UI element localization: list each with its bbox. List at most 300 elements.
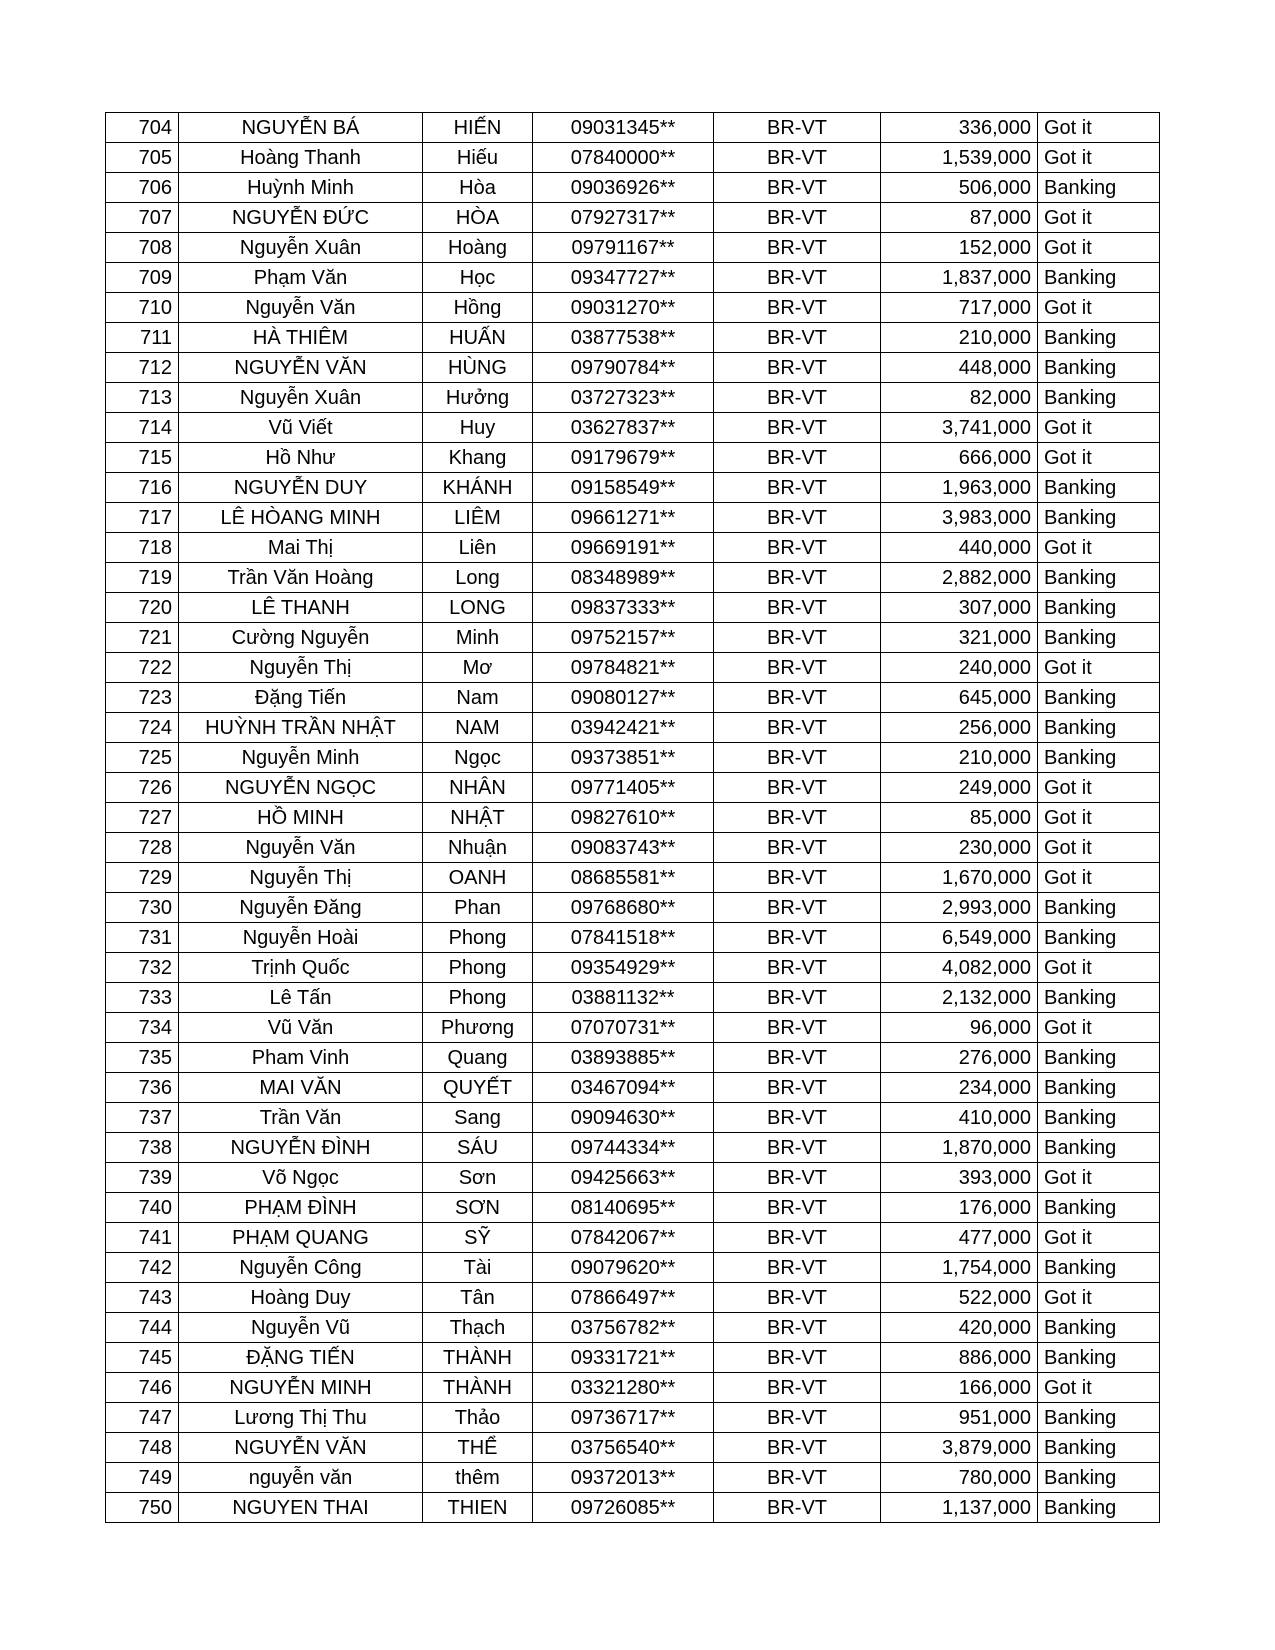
row-number-cell: 735 bbox=[106, 1043, 179, 1073]
row-number-cell: 748 bbox=[106, 1433, 179, 1463]
row-number-cell: 719 bbox=[106, 563, 179, 593]
table-row bbox=[106, 1073, 1160, 1103]
last-middle-name-cell: NGUYỄN MINH bbox=[179, 1373, 423, 1403]
row-number-cell: 740 bbox=[106, 1193, 179, 1223]
phone-cell: 09784821** bbox=[533, 653, 714, 683]
phone-cell: 09425663** bbox=[533, 1163, 714, 1193]
amount-cell: 1,670,000 bbox=[881, 863, 1038, 893]
first-name-cell: Tài bbox=[423, 1253, 533, 1283]
first-name-cell: THIEN bbox=[423, 1493, 533, 1523]
phone-cell: 09791167** bbox=[533, 233, 714, 263]
table-row bbox=[106, 1043, 1160, 1073]
status-cell: Banking bbox=[1038, 1493, 1160, 1523]
first-name-cell: THÀNH bbox=[423, 1343, 533, 1373]
region-cell: BR-VT bbox=[714, 443, 881, 473]
status-cell: Banking bbox=[1038, 323, 1160, 353]
row-number-cell: 727 bbox=[106, 803, 179, 833]
status-cell: Banking bbox=[1038, 1253, 1160, 1283]
status-cell: Got it bbox=[1038, 443, 1160, 473]
first-name-cell: Tân bbox=[423, 1283, 533, 1313]
last-middle-name-cell: NGUYỄN NGỌC bbox=[179, 773, 423, 803]
region-cell: BR-VT bbox=[714, 1403, 881, 1433]
last-middle-name-cell: Huỳnh Minh bbox=[179, 173, 423, 203]
amount-cell: 522,000 bbox=[881, 1283, 1038, 1313]
amount-cell: 176,000 bbox=[881, 1193, 1038, 1223]
table-row bbox=[106, 713, 1160, 743]
amount-cell: 307,000 bbox=[881, 593, 1038, 623]
phone-cell: 03881132** bbox=[533, 983, 714, 1013]
table-row bbox=[106, 773, 1160, 803]
amount-cell: 1,837,000 bbox=[881, 263, 1038, 293]
last-middle-name-cell: HUỲNH TRẦN NHẬT bbox=[179, 713, 423, 743]
phone-cell: 03627837** bbox=[533, 413, 714, 443]
phone-cell: 09158549** bbox=[533, 473, 714, 503]
first-name-cell: LONG bbox=[423, 593, 533, 623]
amount-cell: 477,000 bbox=[881, 1223, 1038, 1253]
last-middle-name-cell: Phạm Văn bbox=[179, 263, 423, 293]
status-cell: Got it bbox=[1038, 1283, 1160, 1313]
status-cell: Banking bbox=[1038, 623, 1160, 653]
last-middle-name-cell: Nguyễn Đăng bbox=[179, 893, 423, 923]
first-name-cell: Hưởng bbox=[423, 383, 533, 413]
last-middle-name-cell: Trịnh Quốc bbox=[179, 953, 423, 983]
phone-cell: 09768680** bbox=[533, 893, 714, 923]
first-name-cell: Mơ bbox=[423, 653, 533, 683]
region-cell: BR-VT bbox=[714, 323, 881, 353]
region-cell: BR-VT bbox=[714, 1313, 881, 1343]
region-cell: BR-VT bbox=[714, 1193, 881, 1223]
region-cell: BR-VT bbox=[714, 233, 881, 263]
last-middle-name-cell: Lương Thị Thu bbox=[179, 1403, 423, 1433]
first-name-cell: THỂ bbox=[423, 1433, 533, 1463]
amount-cell: 440,000 bbox=[881, 533, 1038, 563]
region-cell: BR-VT bbox=[714, 1373, 881, 1403]
region-cell: BR-VT bbox=[714, 983, 881, 1013]
region-cell: BR-VT bbox=[714, 413, 881, 443]
table-row bbox=[106, 1343, 1160, 1373]
phone-cell: 09669191** bbox=[533, 533, 714, 563]
table-row bbox=[106, 473, 1160, 503]
phone-cell: 09079620** bbox=[533, 1253, 714, 1283]
region-cell: BR-VT bbox=[714, 473, 881, 503]
amount-cell: 321,000 bbox=[881, 623, 1038, 653]
table-row bbox=[106, 983, 1160, 1013]
table-row bbox=[106, 683, 1160, 713]
row-number-cell: 747 bbox=[106, 1403, 179, 1433]
table-row bbox=[106, 563, 1160, 593]
table-row bbox=[106, 1493, 1160, 1523]
first-name-cell: HIẾN bbox=[423, 113, 533, 143]
first-name-cell: SÁU bbox=[423, 1133, 533, 1163]
status-cell: Banking bbox=[1038, 263, 1160, 293]
table-row bbox=[106, 593, 1160, 623]
phone-cell: 07866497** bbox=[533, 1283, 714, 1313]
phone-cell: 07070731** bbox=[533, 1013, 714, 1043]
table-row bbox=[106, 173, 1160, 203]
status-cell: Got it bbox=[1038, 833, 1160, 863]
row-number-cell: 737 bbox=[106, 1103, 179, 1133]
region-cell: BR-VT bbox=[714, 1133, 881, 1163]
region-cell: BR-VT bbox=[714, 1433, 881, 1463]
table-row bbox=[106, 1433, 1160, 1463]
table-row bbox=[106, 1373, 1160, 1403]
region-cell: BR-VT bbox=[714, 893, 881, 923]
status-cell: Banking bbox=[1038, 893, 1160, 923]
table-row bbox=[106, 1013, 1160, 1043]
amount-cell: 6,549,000 bbox=[881, 923, 1038, 953]
table-row bbox=[106, 863, 1160, 893]
status-cell: Banking bbox=[1038, 173, 1160, 203]
amount-cell: 645,000 bbox=[881, 683, 1038, 713]
region-cell: BR-VT bbox=[714, 803, 881, 833]
first-name-cell: NHẬT bbox=[423, 803, 533, 833]
amount-cell: 336,000 bbox=[881, 113, 1038, 143]
amount-cell: 3,741,000 bbox=[881, 413, 1038, 443]
region-cell: BR-VT bbox=[714, 1223, 881, 1253]
last-middle-name-cell: NGUYỄN ĐỨC bbox=[179, 203, 423, 233]
table-row bbox=[106, 323, 1160, 353]
last-middle-name-cell: NGUYỄN ĐÌNH bbox=[179, 1133, 423, 1163]
region-cell: BR-VT bbox=[714, 1253, 881, 1283]
row-number-cell: 746 bbox=[106, 1373, 179, 1403]
status-cell: Banking bbox=[1038, 1073, 1160, 1103]
first-name-cell: Hiếu bbox=[423, 143, 533, 173]
last-middle-name-cell: Hoàng Thanh bbox=[179, 143, 423, 173]
status-cell: Got it bbox=[1038, 1223, 1160, 1253]
status-cell: Got it bbox=[1038, 233, 1160, 263]
phone-cell: 09354929** bbox=[533, 953, 714, 983]
status-cell: Got it bbox=[1038, 953, 1160, 983]
region-cell: BR-VT bbox=[714, 683, 881, 713]
phone-cell: 09827610** bbox=[533, 803, 714, 833]
region-cell: BR-VT bbox=[714, 953, 881, 983]
row-number-cell: 708 bbox=[106, 233, 179, 263]
phone-cell: 09372013** bbox=[533, 1463, 714, 1493]
table-row bbox=[106, 623, 1160, 653]
status-cell: Banking bbox=[1038, 683, 1160, 713]
row-number-cell: 720 bbox=[106, 593, 179, 623]
first-name-cell: Hòa bbox=[423, 173, 533, 203]
status-cell: Banking bbox=[1038, 1193, 1160, 1223]
row-number-cell: 710 bbox=[106, 293, 179, 323]
row-number-cell: 717 bbox=[106, 503, 179, 533]
last-middle-name-cell: Lê Tấn bbox=[179, 983, 423, 1013]
phone-cell: 09331721** bbox=[533, 1343, 714, 1373]
row-number-cell: 726 bbox=[106, 773, 179, 803]
phone-cell: 09373851** bbox=[533, 743, 714, 773]
last-middle-name-cell: Nguyễn Văn bbox=[179, 293, 423, 323]
phone-cell: 09837333** bbox=[533, 593, 714, 623]
region-cell: BR-VT bbox=[714, 1043, 881, 1073]
region-cell: BR-VT bbox=[714, 1013, 881, 1043]
phone-cell: 07841518** bbox=[533, 923, 714, 953]
amount-cell: 210,000 bbox=[881, 323, 1038, 353]
row-number-cell: 736 bbox=[106, 1073, 179, 1103]
table-row bbox=[106, 143, 1160, 173]
region-cell: BR-VT bbox=[714, 623, 881, 653]
last-middle-name-cell: Nguyễn Thị bbox=[179, 863, 423, 893]
status-cell: Got it bbox=[1038, 773, 1160, 803]
row-number-cell: 729 bbox=[106, 863, 179, 893]
status-cell: Got it bbox=[1038, 203, 1160, 233]
row-number-cell: 734 bbox=[106, 1013, 179, 1043]
last-middle-name-cell: Hồ Như bbox=[179, 443, 423, 473]
table-row bbox=[106, 233, 1160, 263]
last-middle-name-cell: Nguyễn Thị bbox=[179, 653, 423, 683]
region-cell: BR-VT bbox=[714, 1163, 881, 1193]
table-row bbox=[106, 413, 1160, 443]
last-middle-name-cell: HÀ THIÊM bbox=[179, 323, 423, 353]
amount-cell: 2,132,000 bbox=[881, 983, 1038, 1013]
first-name-cell: LIÊM bbox=[423, 503, 533, 533]
status-cell: Banking bbox=[1038, 503, 1160, 533]
row-number-cell: 728 bbox=[106, 833, 179, 863]
status-cell: Banking bbox=[1038, 743, 1160, 773]
last-middle-name-cell: LÊ THANH bbox=[179, 593, 423, 623]
last-middle-name-cell: NGUYỄN VĂN bbox=[179, 1433, 423, 1463]
row-number-cell: 731 bbox=[106, 923, 179, 953]
phone-cell: 09083743** bbox=[533, 833, 714, 863]
amount-cell: 448,000 bbox=[881, 353, 1038, 383]
amount-cell: 276,000 bbox=[881, 1043, 1038, 1073]
status-cell: Got it bbox=[1038, 1163, 1160, 1193]
region-cell: BR-VT bbox=[714, 833, 881, 863]
table-row bbox=[106, 1223, 1160, 1253]
region-cell: BR-VT bbox=[714, 653, 881, 683]
first-name-cell: Sơn bbox=[423, 1163, 533, 1193]
phone-cell: 03756540** bbox=[533, 1433, 714, 1463]
status-cell: Got it bbox=[1038, 533, 1160, 563]
phone-cell: 03893885** bbox=[533, 1043, 714, 1073]
phone-cell: 09752157** bbox=[533, 623, 714, 653]
status-cell: Got it bbox=[1038, 1013, 1160, 1043]
amount-cell: 82,000 bbox=[881, 383, 1038, 413]
row-number-cell: 721 bbox=[106, 623, 179, 653]
first-name-cell: Phan bbox=[423, 893, 533, 923]
last-middle-name-cell: Nguyễn Hoài bbox=[179, 923, 423, 953]
row-number-cell: 725 bbox=[106, 743, 179, 773]
first-name-cell: Minh bbox=[423, 623, 533, 653]
table-row bbox=[106, 383, 1160, 413]
phone-cell: 03321280** bbox=[533, 1373, 714, 1403]
row-number-cell: 723 bbox=[106, 683, 179, 713]
last-middle-name-cell: Đặng Tiến bbox=[179, 683, 423, 713]
region-cell: BR-VT bbox=[714, 773, 881, 803]
table-row bbox=[106, 1103, 1160, 1133]
status-cell: Got it bbox=[1038, 143, 1160, 173]
row-number-cell: 707 bbox=[106, 203, 179, 233]
table-row bbox=[106, 293, 1160, 323]
first-name-cell: Phương bbox=[423, 1013, 533, 1043]
first-name-cell: KHÁNH bbox=[423, 473, 533, 503]
phone-cell: 09790784** bbox=[533, 353, 714, 383]
region-cell: BR-VT bbox=[714, 743, 881, 773]
table-row bbox=[106, 653, 1160, 683]
amount-cell: 1,137,000 bbox=[881, 1493, 1038, 1523]
first-name-cell: Hoàng bbox=[423, 233, 533, 263]
status-cell: Banking bbox=[1038, 353, 1160, 383]
table-row bbox=[106, 833, 1160, 863]
last-middle-name-cell: Nguyễn Vũ bbox=[179, 1313, 423, 1343]
amount-cell: 230,000 bbox=[881, 833, 1038, 863]
phone-cell: 08348989** bbox=[533, 563, 714, 593]
first-name-cell: SỸ bbox=[423, 1223, 533, 1253]
row-number-cell: 722 bbox=[106, 653, 179, 683]
phone-cell: 03467094** bbox=[533, 1073, 714, 1103]
amount-cell: 210,000 bbox=[881, 743, 1038, 773]
row-number-cell: 738 bbox=[106, 1133, 179, 1163]
amount-cell: 3,879,000 bbox=[881, 1433, 1038, 1463]
last-middle-name-cell: Pham Vinh bbox=[179, 1043, 423, 1073]
region-cell: BR-VT bbox=[714, 863, 881, 893]
last-middle-name-cell: NGUYEN THAI bbox=[179, 1493, 423, 1523]
region-cell: BR-VT bbox=[714, 1463, 881, 1493]
phone-cell: 07842067** bbox=[533, 1223, 714, 1253]
table-row bbox=[106, 923, 1160, 953]
status-cell: Banking bbox=[1038, 1043, 1160, 1073]
row-number-cell: 745 bbox=[106, 1343, 179, 1373]
status-cell: Banking bbox=[1038, 383, 1160, 413]
region-cell: BR-VT bbox=[714, 923, 881, 953]
amount-cell: 3,983,000 bbox=[881, 503, 1038, 533]
region-cell: BR-VT bbox=[714, 203, 881, 233]
phone-cell: 09179679** bbox=[533, 443, 714, 473]
table-row bbox=[106, 533, 1160, 563]
phone-cell: 09347727** bbox=[533, 263, 714, 293]
row-number-cell: 712 bbox=[106, 353, 179, 383]
last-middle-name-cell: PHẠM QUANG bbox=[179, 1223, 423, 1253]
region-cell: BR-VT bbox=[714, 113, 881, 143]
row-number-cell: 739 bbox=[106, 1163, 179, 1193]
region-cell: BR-VT bbox=[714, 1493, 881, 1523]
last-middle-name-cell: Nguyễn Minh bbox=[179, 743, 423, 773]
phone-cell: 09771405** bbox=[533, 773, 714, 803]
first-name-cell: SƠN bbox=[423, 1193, 533, 1223]
region-cell: BR-VT bbox=[714, 1103, 881, 1133]
last-middle-name-cell: Vũ Văn bbox=[179, 1013, 423, 1043]
phone-cell: 09744334** bbox=[533, 1133, 714, 1163]
status-cell: Banking bbox=[1038, 1343, 1160, 1373]
last-middle-name-cell: Cường Nguyễn bbox=[179, 623, 423, 653]
last-middle-name-cell: MAI VĂN bbox=[179, 1073, 423, 1103]
region-cell: BR-VT bbox=[714, 593, 881, 623]
amount-cell: 152,000 bbox=[881, 233, 1038, 263]
table-row bbox=[106, 893, 1160, 923]
row-number-cell: 730 bbox=[106, 893, 179, 923]
amount-cell: 666,000 bbox=[881, 443, 1038, 473]
amount-cell: 410,000 bbox=[881, 1103, 1038, 1133]
phone-cell: 09080127** bbox=[533, 683, 714, 713]
last-middle-name-cell: nguyễn văn bbox=[179, 1463, 423, 1493]
last-middle-name-cell: Nguyễn Xuân bbox=[179, 383, 423, 413]
amount-cell: 1,870,000 bbox=[881, 1133, 1038, 1163]
status-cell: Banking bbox=[1038, 563, 1160, 593]
table-row bbox=[106, 1313, 1160, 1343]
phone-cell: 03942421** bbox=[533, 713, 714, 743]
amount-cell: 85,000 bbox=[881, 803, 1038, 833]
phone-cell: 09036926** bbox=[533, 173, 714, 203]
first-name-cell: QUYẾT bbox=[423, 1073, 533, 1103]
table-row bbox=[106, 1193, 1160, 1223]
first-name-cell: OANH bbox=[423, 863, 533, 893]
amount-cell: 886,000 bbox=[881, 1343, 1038, 1373]
recipient-table-body bbox=[106, 113, 1160, 1523]
row-number-cell: 743 bbox=[106, 1283, 179, 1313]
table-row bbox=[106, 743, 1160, 773]
amount-cell: 240,000 bbox=[881, 653, 1038, 683]
row-number-cell: 724 bbox=[106, 713, 179, 743]
first-name-cell: Ngọc bbox=[423, 743, 533, 773]
region-cell: BR-VT bbox=[714, 533, 881, 563]
amount-cell: 4,082,000 bbox=[881, 953, 1038, 983]
first-name-cell: Nam bbox=[423, 683, 533, 713]
status-cell: Got it bbox=[1038, 803, 1160, 833]
row-number-cell: 732 bbox=[106, 953, 179, 983]
recipient-table bbox=[105, 112, 1160, 1523]
first-name-cell: Sang bbox=[423, 1103, 533, 1133]
first-name-cell: THÀNH bbox=[423, 1373, 533, 1403]
amount-cell: 506,000 bbox=[881, 173, 1038, 203]
amount-cell: 166,000 bbox=[881, 1373, 1038, 1403]
table-row bbox=[106, 443, 1160, 473]
first-name-cell: Phong bbox=[423, 953, 533, 983]
region-cell: BR-VT bbox=[714, 293, 881, 323]
last-middle-name-cell: NGUYỄN DUY bbox=[179, 473, 423, 503]
first-name-cell: Hồng bbox=[423, 293, 533, 323]
row-number-cell: 713 bbox=[106, 383, 179, 413]
amount-cell: 234,000 bbox=[881, 1073, 1038, 1103]
last-middle-name-cell: Võ Ngọc bbox=[179, 1163, 423, 1193]
row-number-cell: 718 bbox=[106, 533, 179, 563]
table-row bbox=[106, 113, 1160, 143]
first-name-cell: Thạch bbox=[423, 1313, 533, 1343]
status-cell: Banking bbox=[1038, 1313, 1160, 1343]
phone-cell: 09661271** bbox=[533, 503, 714, 533]
amount-cell: 2,882,000 bbox=[881, 563, 1038, 593]
status-cell: Got it bbox=[1038, 413, 1160, 443]
row-number-cell: 716 bbox=[106, 473, 179, 503]
last-middle-name-cell: Hoàng Duy bbox=[179, 1283, 423, 1313]
table-row bbox=[106, 1163, 1160, 1193]
first-name-cell: Học bbox=[423, 263, 533, 293]
last-middle-name-cell: Vũ Viết bbox=[179, 413, 423, 443]
region-cell: BR-VT bbox=[714, 713, 881, 743]
last-middle-name-cell: Trần Văn Hoàng bbox=[179, 563, 423, 593]
last-middle-name-cell: HỒ MINH bbox=[179, 803, 423, 833]
amount-cell: 249,000 bbox=[881, 773, 1038, 803]
first-name-cell: thêm bbox=[423, 1463, 533, 1493]
phone-cell: 09726085** bbox=[533, 1493, 714, 1523]
status-cell: Banking bbox=[1038, 1433, 1160, 1463]
first-name-cell: Long bbox=[423, 563, 533, 593]
last-middle-name-cell: Nguyễn Xuân bbox=[179, 233, 423, 263]
region-cell: BR-VT bbox=[714, 1073, 881, 1103]
row-number-cell: 742 bbox=[106, 1253, 179, 1283]
row-number-cell: 744 bbox=[106, 1313, 179, 1343]
status-cell: Banking bbox=[1038, 1103, 1160, 1133]
table-row bbox=[106, 1283, 1160, 1313]
row-number-cell: 711 bbox=[106, 323, 179, 353]
region-cell: BR-VT bbox=[714, 263, 881, 293]
status-cell: Banking bbox=[1038, 1133, 1160, 1163]
first-name-cell: Huy bbox=[423, 413, 533, 443]
row-number-cell: 750 bbox=[106, 1493, 179, 1523]
status-cell: Got it bbox=[1038, 113, 1160, 143]
first-name-cell: Thảo bbox=[423, 1403, 533, 1433]
region-cell: BR-VT bbox=[714, 503, 881, 533]
table-row bbox=[106, 203, 1160, 233]
amount-cell: 256,000 bbox=[881, 713, 1038, 743]
